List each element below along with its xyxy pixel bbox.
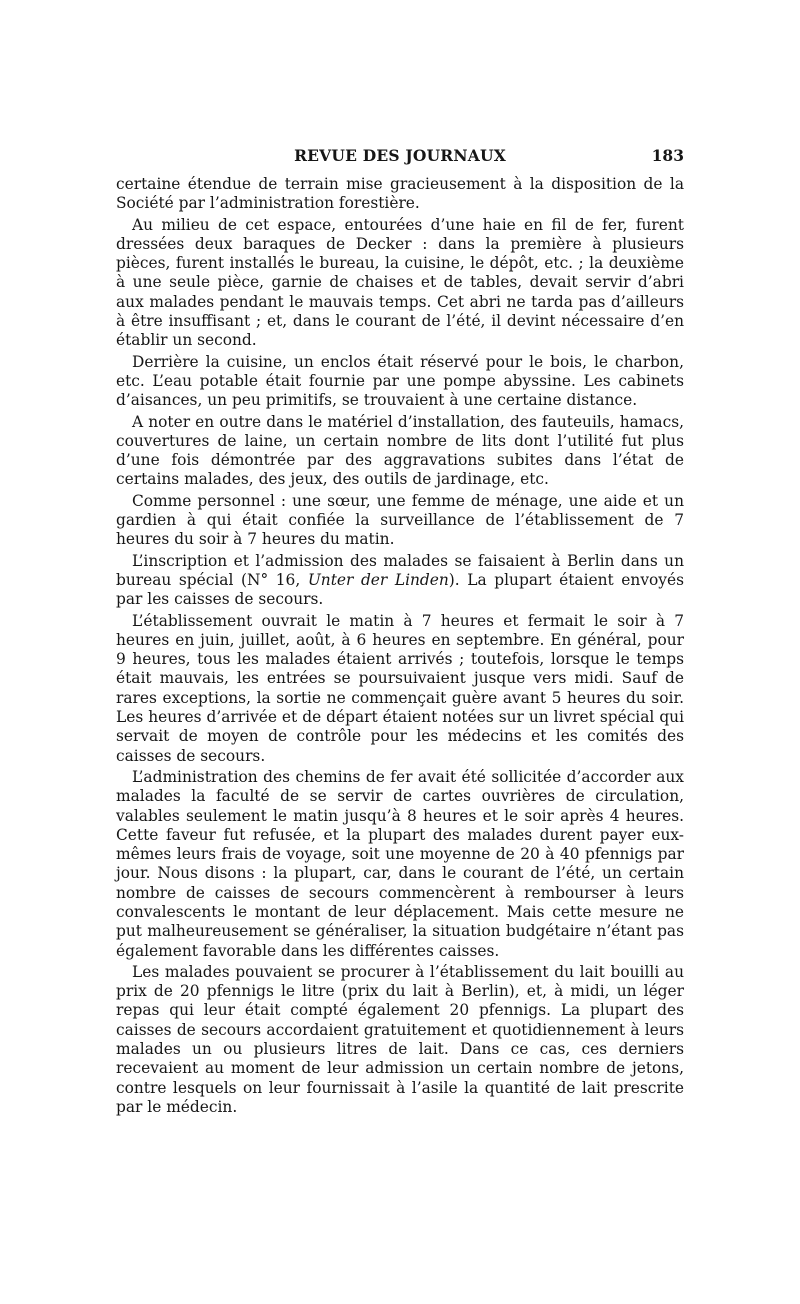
paragraph-horaires: L’établissement ouvrait le matin à 7 heures et fermait le soir à 7 heures en juin, juillet, août, à 6 heures en septembre. En général, pour 9 heures, tous les malades étaient arrivés ; toutefois, lorsque le temps était mauvais, les entrées se poursuivaient jusque vers midi. Sauf de rares exceptions, la sortie ne commençait guère avant 5 heures du soir. Les heures d’arrivée et de départ étaient notées sur un livret spécial qui servait de moyen de contrôle pour les médecins et les comités des caisses de secours. [116, 611, 684, 765]
inscription-text-start: L’inscription et l’admission des malades se faisaient à Berlin dans un bureau spécial (N° 16, [116, 551, 684, 589]
page-number: 183 [651, 146, 684, 165]
paragraph-baraques: Au milieu de cet espace, entourées d’une haie en fil de fer, furent dressées deux baraques de Decker : dans la première à plusieurs pièces, furent installés le bureau, la cuisine, le dépôt, etc. ; la deuxième à une seule pièce, garnie de chaises et de tables, devait servir d’abri aux malades pendant le mauvais temps. Cet abri ne tarda pas d’ailleurs à être insuffisant ; et, dans le courant de l’été, il devint nécessaire d’en établir un second. [116, 215, 684, 350]
running-title: REVUE DES JOURNAUX [294, 146, 506, 165]
paragraph-chemins-de-fer: L’administration des chemins de fer avait été sollicitée d’accorder aux malades la faculté de se servir de cartes ouvrières de circulation, valables seulement le matin jusqu’à 8 heures et le soir après 4 heures. Cette faveur fut refusée, et la plupart des malades durent payer eux-mêmes leurs frais de voyage, soit une moyenne de 20 à 40 pfennigs par jour. Nous disons : la plupart, car, dans le courant de l’été, un certain nombre de caisses de secours commencèrent à rembourser à leurs convalescents le montant de leur déplacement. Mais cette mesure ne put malheureusement se généraliser, la situation budgétaire n’étant pas également favorable dans les différentes caisses. [116, 767, 684, 960]
paragraph-enclos: Derrière la cuisine, un enclos était réservé pour le bois, le charbon, etc. L’eau potable était fournie par une pompe abyssine. Les cabinets d’aisances, un peu primitifs, se trouvaient à une certaine distance. [116, 352, 684, 410]
paragraph-inscription [116, 552, 684, 610]
paragraph-lait: Les malades pouvaient se procurer à l’établissement du lait bouilli au prix de 20 pfennigs le litre (prix du lait à Berlin), et, à midi, un léger repas qui leur était compté également 20 pfennigs. La plupart des caisses de secours accordaient gratuitement et quotidiennement à leurs malades un ou plusieurs litres de lait. Dans ce cas, ces derniers recevaient au moment de leur admission un certain nombre de jetons, contre lesquels on leur fournissait à l’asile la quantité de lait prescrite par le médecin. [116, 962, 684, 1116]
body-text [116, 175, 684, 1117]
inscription-text-end: ). La plupart étaient envoyés par les caisses de secours. [116, 570, 684, 609]
paragraph-continuation: certaine étendue de terrain mise gracieusement à la disposition de la Société par l’administration forestière. [116, 175, 684, 213]
street-name: Unter der Linden [307, 570, 449, 589]
paragraph-personnel: Comme personnel : une sœur, une femme de ménage, une aide et un gardien à qui était confiée la surveillance de l’établissement de 7 heures du soir à 7 heures du matin. [116, 491, 684, 549]
paragraph-materiel: A noter en outre dans le matériel d’installation, des fauteuils, hamacs, couvertures de laine, un certain nombre de lits dont l’utilité fut plus d’une fois démontrée par des aggravations subites dans l’état de certains malades, des jeux, des outils de jardinage, etc. [116, 412, 684, 489]
page-header [116, 146, 684, 168]
